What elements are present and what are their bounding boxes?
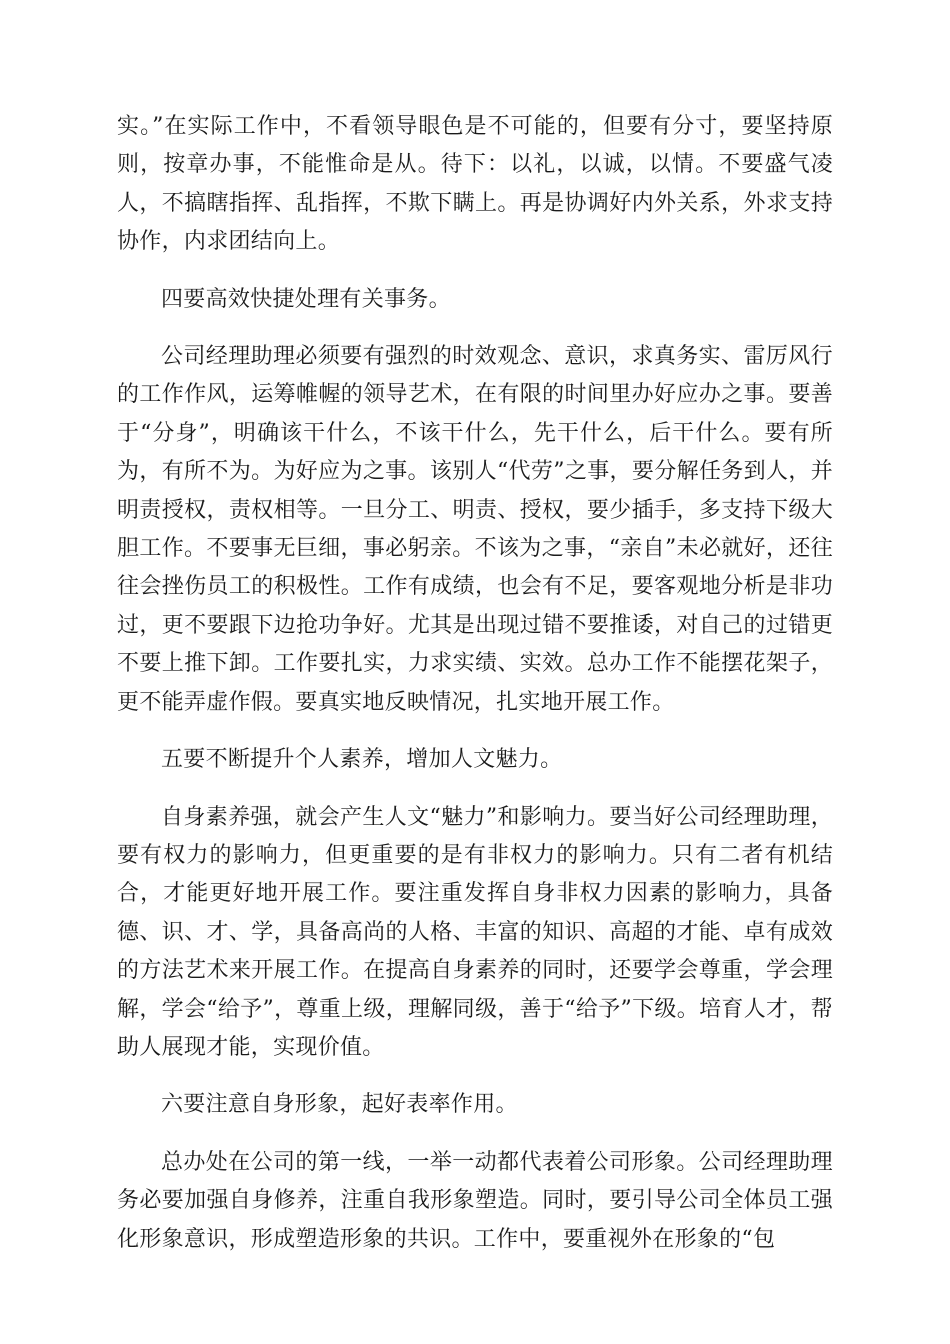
section-heading-four: 四要高效快捷处理有关事务。 [161,286,451,312]
paragraph-efficiency: 公司经理助理必须要有强烈的时效观念、意识，求真务实、雷厉风行的工作作风，运筹帷幄的领导艺术，在有限的时间里办好应办之事。要善于“分身”，明确该干什么，不该干什么，先干什么，后干什么。要有所为，有所不为。为好应为之事。该别人“代劳”之事，要分解任务到人，并明责授权，责权相等。一旦分工、明责、授权，要少插手，多支持下级大胆工作。不要事无巨细，事必躬亲。不该为之事，“亲自”未必就好，还往往会挫伤员工的积极性。工作有成绩，也会有不足，要客观地分析是非功过，更不要跟下边抢功争好。尤其是出现过错不要推诿，对自己的过错更不要上推下卸。工作要扎实，力求实绩、实效。总办工作不能摆花架子，更不能弄虚作假。要真实地反映情况，扎实地开展工作。 [117,344,833,715]
paragraph-continuation: 实。”在实际工作中，不看领导眼色是不可能的，但要有分寸，要坚持原则，按章办事，不能惟命是从。待下：以礼，以诚，以情。不要盛气凌人，不搞瞎指挥、乱指挥，不欺下瞒上。再是协调好内外关系，外求支持协作，内求团结向上。 [117,114,833,255]
document-page [117,108,833,1278]
paragraph-self-image: 总办处在公司的第一线，一举一动都代表着公司形象。公司经理助理务必要加强自身修养，注重自我形象塑造。同时，要引导公司全体员工强化形象意识，形成塑造形象的共识。工作中，要重视外在形象的“包 [117,1149,833,1252]
section-heading-five: 五要不断提升个人素养，增加人文魅力。 [161,747,563,773]
paragraph-self-cultivation: 自身素养强，就会产生人文“魅力”和影响力。要当好公司经理助理，要有权力的影响力，但更重要的是有非权力的影响力。只有二者有机结合，才能更好地开展工作。要注重发挥自身非权力因素的影响力，具备德、识、才、学，具备高尚的人格、丰富的知识、高超的才能、卓有成效的方法艺术来开展工作。在提高自身素养的同时，还要学会尊重，学会理解，学会“给予”，尊重上级，理解同级，善于“给予”下级。培育人才，帮助人展现才能，实现价值。 [117,804,833,1060]
section-heading-six: 六要注意自身形象，起好表率作用。 [161,1092,518,1118]
